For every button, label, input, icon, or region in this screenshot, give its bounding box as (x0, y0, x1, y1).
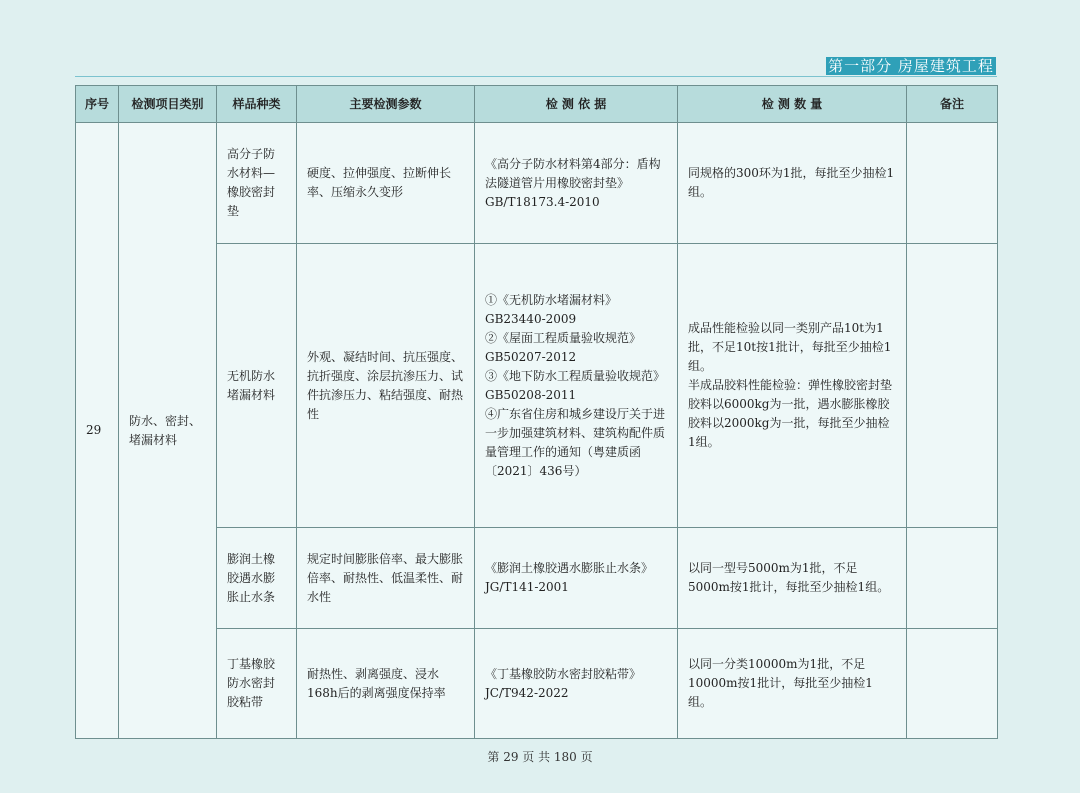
quantity-line: 以同一型号5000m为1批，不足5000m按1批计，每批至少抽检1组。 (688, 561, 890, 594)
basis-cell (475, 123, 678, 244)
column-header-category: 检测项目类别 (119, 86, 217, 123)
params-cell: 硬度、拉伸强度、拉断伸长率、压缩永久变形 (297, 123, 475, 244)
basis-line: ④广东省住房和城乡建设厅关于进一步加强建筑材料、建筑构配件质量管理工作的通知（粤建质函〔2021〕436号） (485, 406, 666, 478)
basis-line: ③《地下防水工程质量验收规范》GB50208-2011 (485, 368, 666, 402)
basis-cell (475, 244, 678, 528)
sample-cell: 高分子防水材料—橡胶密封垫 (217, 123, 297, 244)
table-header-row (76, 86, 998, 123)
basis-line: 《高分子防水材料第4部分：盾构法隧道管片用橡胶密封垫》GB/T18173.4-2010 (485, 156, 661, 209)
column-header-sample: 样品种类 (217, 86, 297, 123)
page-number: 第 29 页 共 180 页 (487, 750, 593, 764)
basis-cell (475, 629, 678, 739)
category-cell: 防水、密封、堵漏材料 (119, 123, 217, 739)
header-divider (75, 76, 997, 77)
params-cell: 规定时间膨胀倍率、最大膨胀倍率、耐热性、低温柔性、耐水性 (297, 528, 475, 629)
remark-cell (907, 123, 998, 244)
inspection-table (75, 85, 998, 739)
params-cell: 耐热性、剥离强度、浸水168h后的剥离强度保持率 (297, 629, 475, 739)
remark-cell (907, 244, 998, 528)
remark-cell (907, 528, 998, 629)
quantity-line: 成品性能检验以同一类别产品10t为1批，不足10t按1批计，每批至少抽检1组。 (688, 321, 892, 373)
remark-cell (907, 629, 998, 739)
sample-cell: 丁基橡胶防水密封胶粘带 (217, 629, 297, 739)
column-header-basis: 检 测 依 据 (475, 86, 678, 123)
column-header-quantity: 检 测 数 量 (678, 86, 907, 123)
params-cell: 外观、凝结时间、抗压强度、抗折强度、涂层抗渗压力、试件抗渗压力、粘结强度、耐热性 (297, 244, 475, 528)
quantity-line: 同规格的300环为1批，每批至少抽检1组。 (688, 166, 895, 199)
basis-cell (475, 528, 678, 629)
sample-cell: 膨润土橡胶遇水膨胀止水条 (217, 528, 297, 629)
sample-cell: 无机防水堵漏材料 (217, 244, 297, 528)
quantity-cell (678, 528, 907, 629)
quantity-line: 半成品胶料性能检验：弹性橡胶密封垫胶料以6000kg为一批，遇水膨胀橡胶胶料以2000kg为一批，每批至少抽检1组。 (688, 378, 893, 449)
column-header-seq: 序号 (76, 86, 119, 123)
table-row (76, 123, 998, 244)
section-title-bar (826, 57, 996, 75)
basis-line: 《丁基橡胶防水密封胶粘带》JC/T942-2022 (485, 666, 642, 700)
section-title: 第一部分 房屋建筑工程 (828, 57, 994, 75)
quantity-cell (678, 629, 907, 739)
quantity-cell (678, 244, 907, 528)
basis-line: 《膨润土橡胶遇水膨胀止水条》JG/T141-2001 (485, 561, 654, 594)
basis-line: ②《屋面工程质量验收规范》GB50207-2012 (485, 330, 642, 364)
quantity-line: 以同一分类10000m为1批，不足10000m按1批计，每批至少抽检1组。 (688, 657, 873, 709)
basis-line: ①《无机防水堵漏材料》GB23440-2009 (485, 292, 618, 326)
column-header-params: 主要检测参数 (297, 86, 475, 123)
column-header-remark: 备注 (907, 86, 998, 123)
seq-cell: 29 (76, 123, 119, 739)
quantity-cell (678, 123, 907, 244)
